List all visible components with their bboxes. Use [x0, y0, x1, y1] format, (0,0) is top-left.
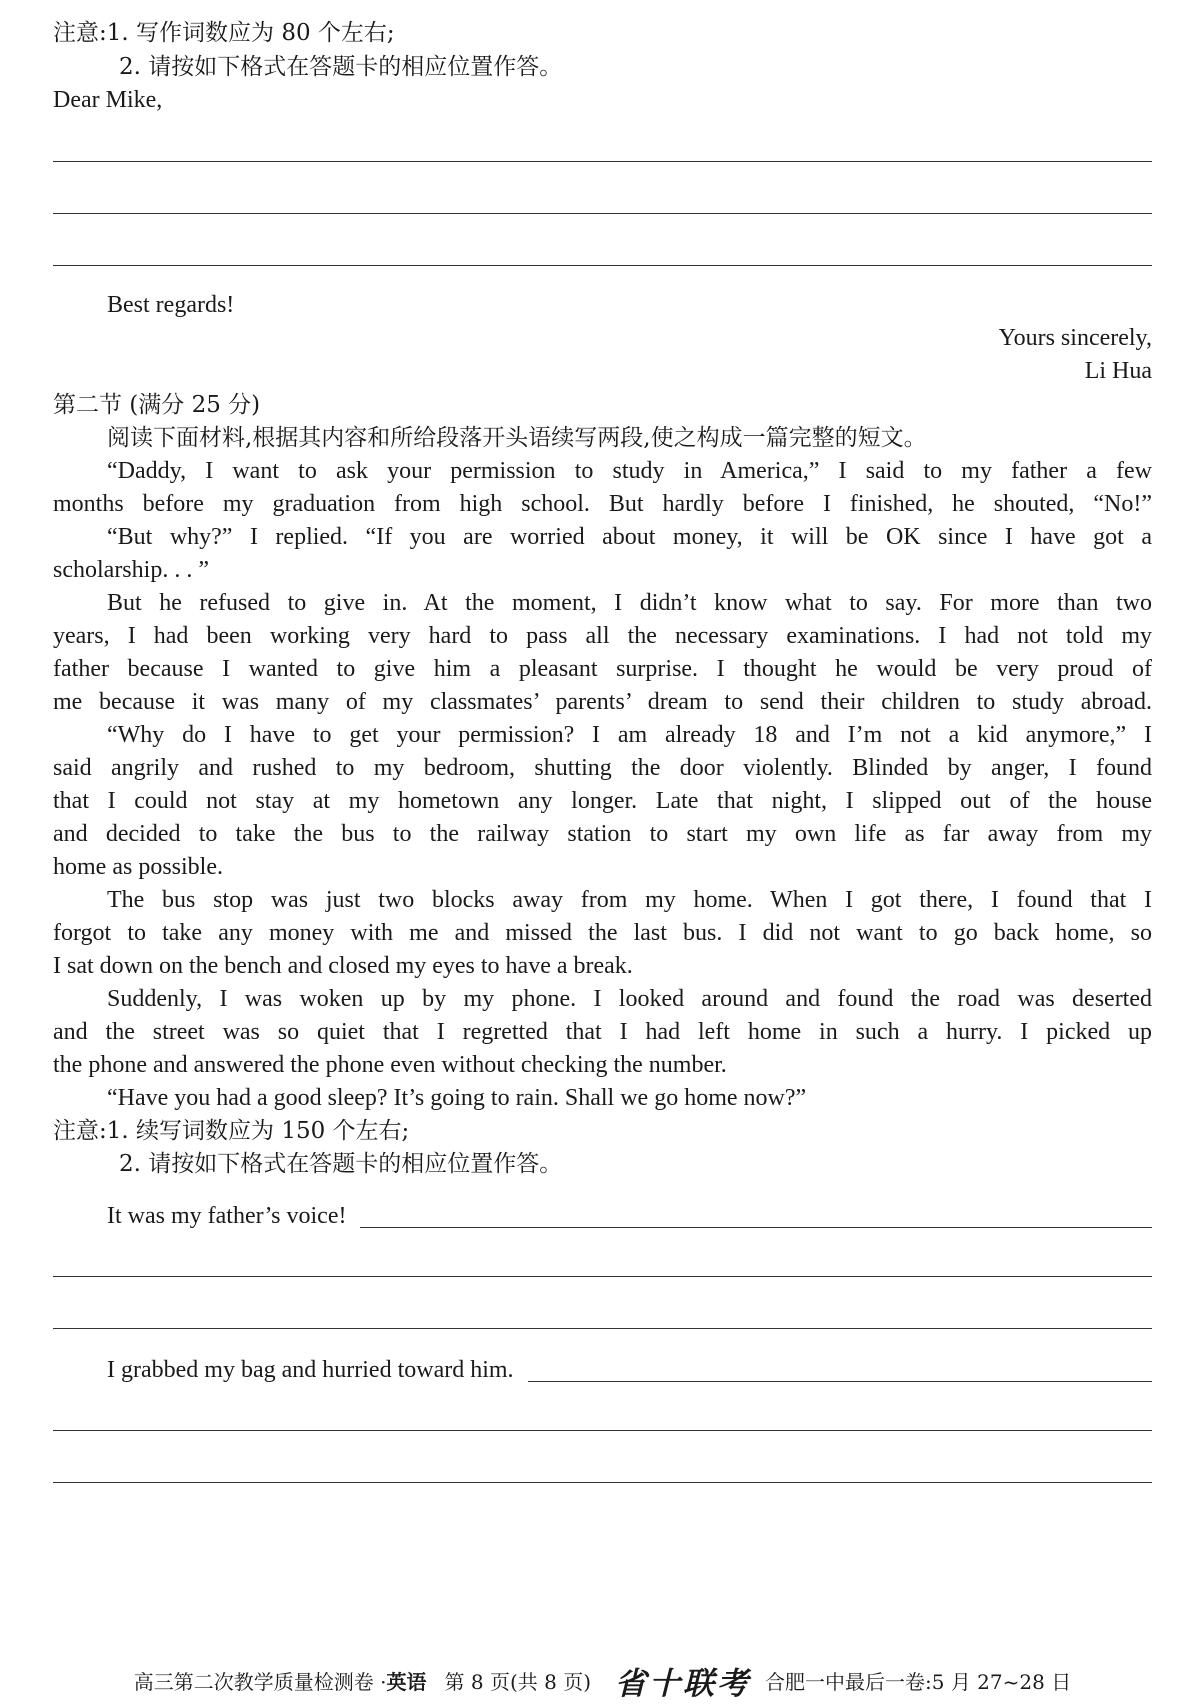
passage-line: and the street was so quiet that I regretted that I had left home in such a hurry. I picked up [53, 1019, 1152, 1045]
letter-writing-line [53, 265, 1152, 266]
letter-writing-line [53, 213, 1152, 214]
answer-line [528, 1381, 1152, 1382]
passage-line: “Daddy, I want to ask your permission to study in America,” I said to my father a few [107, 458, 1152, 484]
continuation-note-format: 2. 请按如下格式在答题卡的相应位置作答。 [119, 1151, 563, 1177]
footer-logo: 省十联考 [615, 1665, 751, 1702]
passage-line: The bus stop was just two blocks away from my home. When I got there, I found that I [107, 887, 1152, 913]
letter-greeting: Dear Mike, [53, 87, 163, 113]
continuation-note-word-count: 注意:1. 续写词数应为 150 个左右; [53, 1118, 410, 1144]
footer-exam-title: 高三第二次教学质量检测卷 · [133, 1669, 387, 1694]
passage-line: “Why do I have to get your permission? I am already 18 and I’m not a kid anymore,” I [107, 722, 1152, 748]
footer-subject: 英语 [386, 1669, 427, 1694]
footer-page-number: 第 8 页(共 8 页) [444, 1669, 591, 1694]
writing-note-word-count: 注意:1. 写作词数应为 80 个左右; [53, 20, 395, 46]
answer-line [53, 1482, 1152, 1483]
passage-line: Suddenly, I was woken up by my phone. I looked around and found the road was deserted [107, 986, 1152, 1012]
passage-line: scholarship. . . ” [53, 557, 209, 583]
section-heading: 第二节 (满分 25 分) [53, 392, 261, 418]
paragraph1-prompt-row [107, 1198, 1152, 1232]
passage-line: months before my graduation from high school. But hardly before I finished, he shouted, “No!” [53, 491, 1152, 517]
page-footer [53, 1662, 1152, 1702]
passage-line: forgot to take any money with me and missed the last bus. I did not want to go back home, so [53, 920, 1152, 946]
paragraph2-opening: I grabbed my bag and hurried toward him. [107, 1357, 514, 1383]
passage-line: the phone and answered the phone even without checking the number. [53, 1052, 727, 1078]
letter-signature: Li Hua [1084, 358, 1152, 384]
letter-closing: Best regards! [107, 292, 235, 318]
paragraph1-opening: It was my father’s voice! [107, 1203, 347, 1229]
passage-line: me because it was many of my classmates’ parents’ dream to send their children to study abroad. [53, 689, 1152, 715]
passage-line: father because I wanted to give him a pleasant surprise. I thought he would be very proud of [53, 656, 1152, 682]
passage-line: home as possible. [53, 854, 223, 880]
passage-line: “But why?” I replied. “If you are worried about money, it will be OK since I have got a [107, 524, 1152, 550]
writing-note-format: 2. 请按如下格式在答题卡的相应位置作答。 [119, 54, 563, 80]
answer-line [53, 1276, 1152, 1277]
passage-line: years, I had been working very hard to pass all the necessary examinations. I had not told my [53, 623, 1152, 649]
passage-line: and decided to take the bus to the railway station to start my own life as far away from my [53, 821, 1152, 847]
footer-exam-info: 合肥一中最后一卷:5 月 27~28 日 [765, 1669, 1072, 1694]
passage-line: said angrily and rushed to my bedroom, shutting the door violently. Blinded by anger, I found [53, 755, 1152, 781]
section-instruction: 阅读下面材料,根据其内容和所给段落开头语续写两段,使之构成一篇完整的短文。 [107, 425, 927, 451]
paragraph2-prompt-row [107, 1352, 1152, 1386]
answer-line [53, 1430, 1152, 1431]
letter-signoff: Yours sincerely, [998, 325, 1152, 351]
passage-line: “Have you had a good sleep? It’s going to rain. Shall we go home now?” [107, 1085, 807, 1111]
passage-line: But he refused to give in. At the moment, I didn’t know what to say. For more than two [107, 590, 1152, 616]
passage-line: I sat down on the bench and closed my eyes to have a break. [53, 953, 633, 979]
answer-line [360, 1227, 1152, 1228]
letter-writing-line [53, 161, 1152, 162]
answer-line [53, 1328, 1152, 1329]
passage-line: that I could not stay at my hometown any longer. Late that night, I slipped out of the house [53, 788, 1152, 814]
